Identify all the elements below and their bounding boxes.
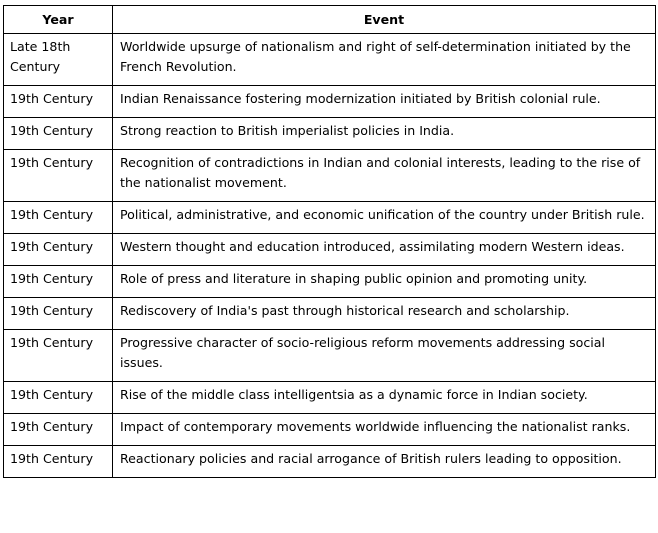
year-cell: 19th Century <box>4 446 113 478</box>
table-row <box>4 150 656 202</box>
table-body <box>4 34 656 478</box>
year-cell: 19th Century <box>4 382 113 414</box>
table-row <box>4 118 656 150</box>
table-row <box>4 298 656 330</box>
year-cell: 19th Century <box>4 330 113 382</box>
year-cell: 19th Century <box>4 118 113 150</box>
year-cell: 19th Century <box>4 234 113 266</box>
event-cell: Strong reaction to British imperialist policies in India. <box>113 118 656 150</box>
header-row <box>4 6 656 34</box>
event-cell: Recognition of contradictions in Indian and colonial interests, leading to the rise of the nationalist movement. <box>113 150 656 202</box>
year-cell: 19th Century <box>4 298 113 330</box>
event-column-header: Event <box>113 6 656 34</box>
year-cell: 19th Century <box>4 266 113 298</box>
event-cell: Political, administrative, and economic unification of the country under British rule. <box>113 202 656 234</box>
table-row <box>4 234 656 266</box>
year-cell: 19th Century <box>4 202 113 234</box>
table-row <box>4 34 656 86</box>
year-cell: Late 18th Century <box>4 34 113 86</box>
event-cell: Reactionary policies and racial arrogance of British rulers leading to opposition. <box>113 446 656 478</box>
event-cell: Rediscovery of India's past through historical research and scholarship. <box>113 298 656 330</box>
table-row <box>4 266 656 298</box>
year-cell: 19th Century <box>4 414 113 446</box>
event-cell: Western thought and education introduced, assimilating modern Western ideas. <box>113 234 656 266</box>
table-row <box>4 330 656 382</box>
table-row <box>4 446 656 478</box>
event-cell: Worldwide upsurge of nationalism and right of self-determination initiated by the French Revolution. <box>113 34 656 86</box>
year-cell: 19th Century <box>4 86 113 118</box>
table-row <box>4 202 656 234</box>
table-row <box>4 86 656 118</box>
year-column-header: Year <box>4 6 113 34</box>
year-cell: 19th Century <box>4 150 113 202</box>
event-cell: Role of press and literature in shaping public opinion and promoting unity. <box>113 266 656 298</box>
table-row <box>4 382 656 414</box>
event-cell: Impact of contemporary movements worldwide influencing the nationalist ranks. <box>113 414 656 446</box>
events-table <box>3 5 656 478</box>
event-cell: Indian Renaissance fostering modernization initiated by British colonial rule. <box>113 86 656 118</box>
event-cell: Progressive character of socio-religious reform movements addressing social issues. <box>113 330 656 382</box>
table-row <box>4 414 656 446</box>
event-cell: Rise of the middle class intelligentsia as a dynamic force in Indian society. <box>113 382 656 414</box>
table-header <box>4 6 656 34</box>
